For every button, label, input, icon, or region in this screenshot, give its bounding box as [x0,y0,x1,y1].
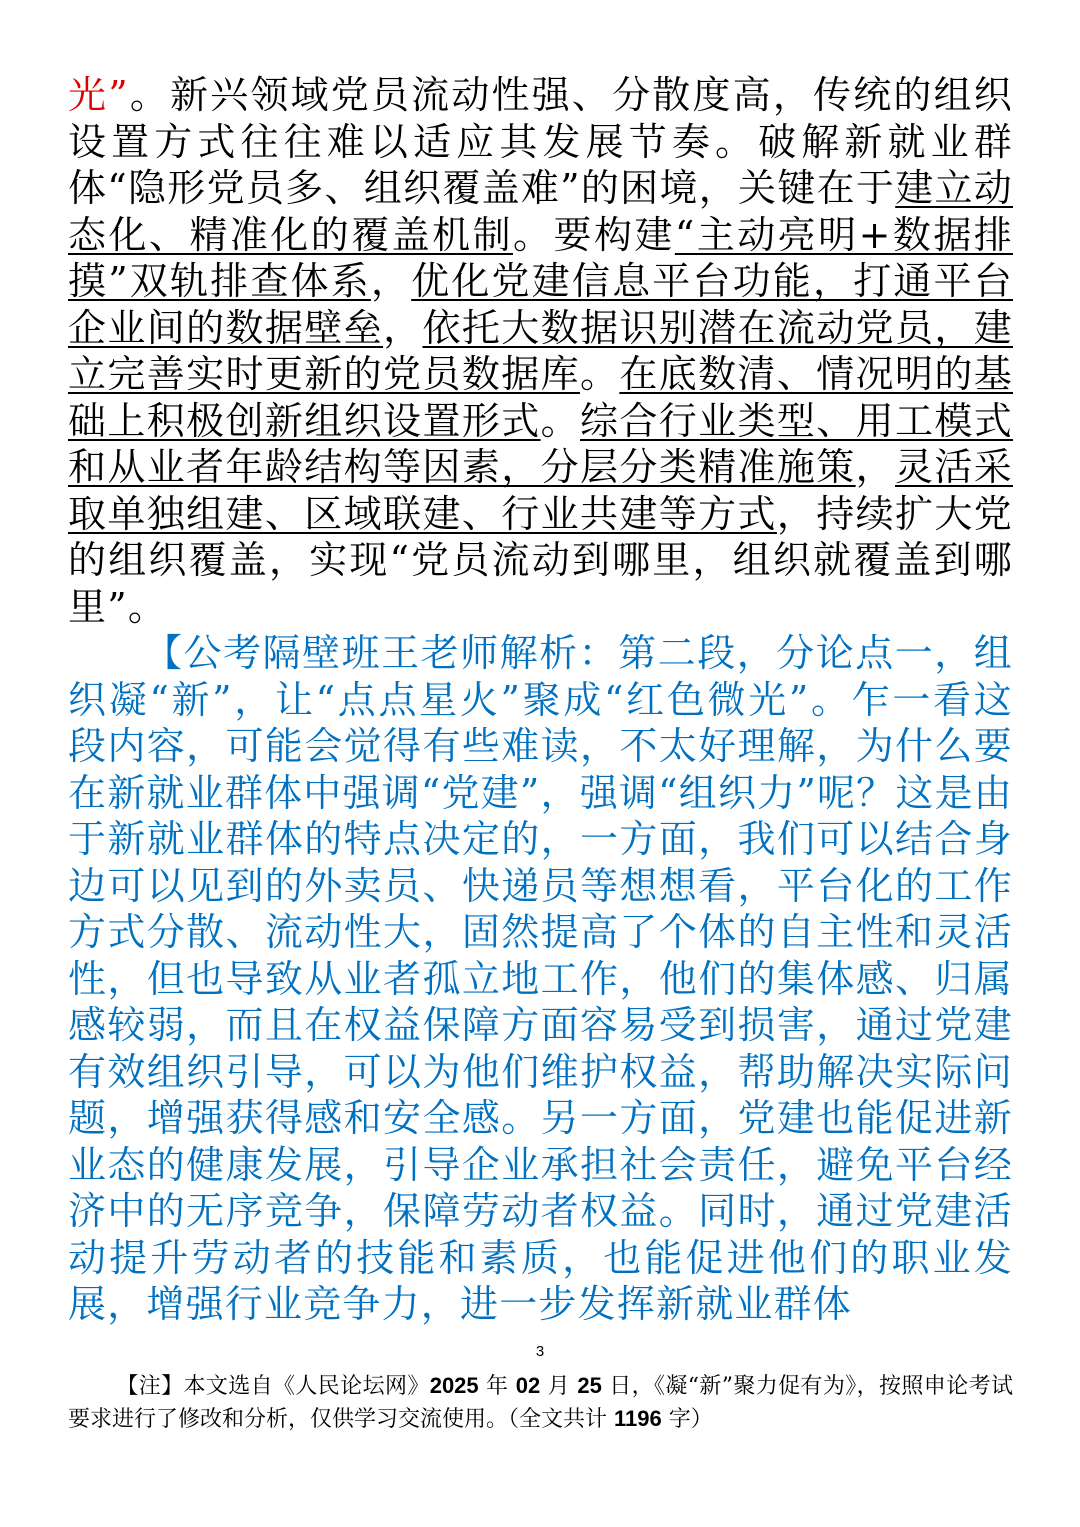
text-segment: ， [370,259,412,303]
article-body [68,72,1013,1328]
underlined-point: 在底数清、情况明的基础上积极创新组织设置形式 [68,352,1013,443]
text-segment: ， [383,305,423,350]
source-note [68,1370,1013,1436]
note-day: 25 [577,1373,602,1398]
text-segment: ， [855,445,896,489]
page-number: 3 [535,1343,545,1360]
text-segment: 。新兴领域党员流动性强、分散度高，传统的组织设置方式往往难以适应其发展节奏。破解新就业群体“隐形党员多、组织覆盖难”的困境，关键在于 [68,73,1014,210]
text-segment: 。要构建 [513,212,675,257]
note-text: 日，《凝“新”聚力促有为》，按照申论考试要求进行了修改和分析，仅供学习交流使用。（全文共计 [68,1374,1013,1432]
underlined-point: 优化党建信息平台功能，打通平台企业间的数据壁垒 [68,259,1014,350]
teacher-analysis-paragraph: 【公考隔壁班王老师解析：第二段，分论点一，组织凝“新”，让“点点星火”聚成“红色微光”。乍一看这段内容，可能会觉得有些难读，不太好理解，为什么要在新就业群体中强调“党建”，强调“组织力”呢？这是由于新就业群体的特点决定的，一方面，我们可以结合身边可以见到的外卖员、快递员等想想看，平台化的工作方式分散、流动性大，固然提高了个体的自主性和灵活性，但也导致从业者孤立地工作，他们的集体感、归属感较弱，而且在权益保障方面容易受到损害，通过党建有效组织引导，可以为他们维护权益，帮助解决实际问题，增强获得感和安全感。另一方面，党建也能促进新业态的健康发展，引导企业承担社会责任，避免平台经济中的无序竞争，保障劳动者权益。同时，通过党建活动提升劳动者的技能和素质，也能促进他们的职业发展，增强行业竞争力，进一步发挥新就业群体 [68,631,1013,1326]
note-text: 字） [661,1407,713,1432]
text-segment: 。 [540,398,580,443]
underlined-point: 灵活采取单独组建、区域联建、行业共建等方式 [68,445,1013,536]
text-segment: ，持续扩大党的组织覆盖，实现“党员流动到哪里，组织就覆盖到哪里”。 [68,491,1014,629]
note-month: 02 [515,1373,541,1398]
body-paragraph [68,72,1013,630]
underlined-point: 建立动态化、精准化的覆盖机制 [68,166,1013,257]
underlined-point: 综合行业类型、用工模式和从业者年龄结构等因素，分层分类精准施策 [68,398,1014,489]
note-word-count: 1196 [614,1406,662,1431]
note-year: 2025 [429,1373,479,1398]
red-quote-end: 光” [68,73,129,117]
underlined-point: “主动亮明+数据排摸”双轨排查体系 [68,212,1013,303]
note-text: 月 [540,1374,578,1399]
note-text: 年 [478,1374,516,1399]
underlined-point: 依托大数据识别潜在流动党员，建立完善实时更新的党员数据库 [68,305,1013,396]
note-text: 【注】本文选自《人民论坛网》 [116,1374,430,1399]
text-segment: 。 [579,352,620,396]
